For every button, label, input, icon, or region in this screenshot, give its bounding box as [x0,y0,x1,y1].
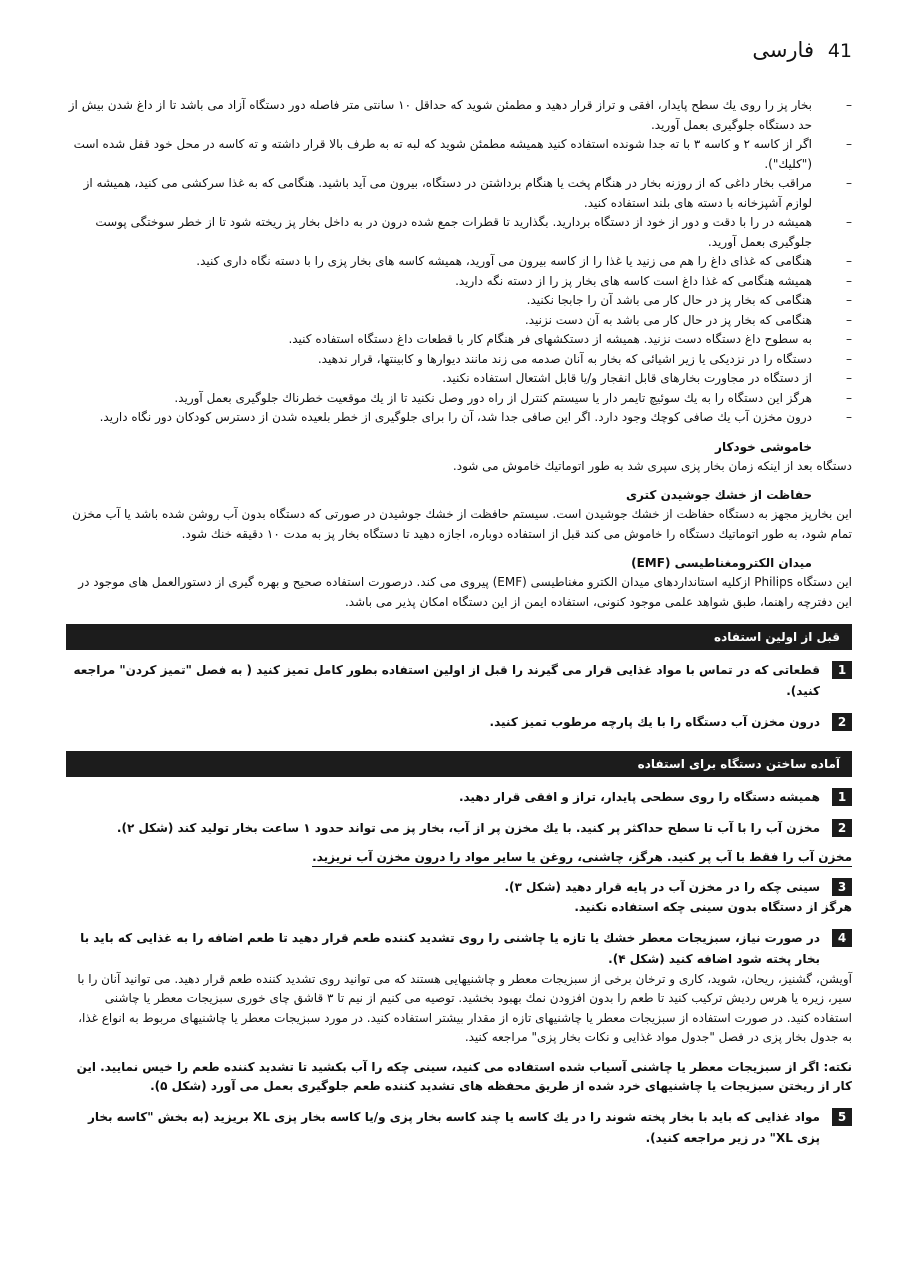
step-item: 1 همیشه دستگاه را روی سطحی پایدار، تراز و افقی قرار دهید. [66,787,852,808]
step-item: 5 مواد غذایی که باید با بخار پخته شوند را در یك کاسه یا چند کاسه بخار پزی و/یا کاسه بخار پزی XL بریزید (به بخش "کاسه بخار پزی XL" در زیر مراجعه کنید). [66,1107,852,1149]
boil-dry-body: این بخارپز مجهز به دستگاه حفاظت از خشك جوشیدن است. سیستم حافظت از خشك جوشیدن در صورتی که دستگاه بدون آب روشن شده باشد یا آب مخزن تمام شود، به طور اتوماتیك دستگاه را خاموش می کند قبل از استفاده دوباره، اجازه دهید تا دستگاه بخار پز به مدت ۱۰ دقیقه خنك شود. [72,507,852,541]
list-item: – مراقب بخار داغی که از روزنه بخار در هنگام پخت یا هنگام برداشتن در دستگاه، بیرون می آید باشید. هنگامی که به غذا سرکشی می کنید، همیشه از لوازم آشپزخانه با دسته های بلند استفاده کنید. [83,176,852,210]
step-item: 1 قطعاتی که در تماس با مواد غذایی قرار می گیرند را قبل از اولین استفاده بطور کامل تمیز کنید ( به فصل "تمیز کردن" مراجعه کنید). [66,660,852,702]
list-item: – همیشه هنگامی که غذا داغ است کاسه های بخار پز را از دسته نگه دارید. [455,273,852,288]
page-number: 41 [827,40,852,62]
step-number: 4 [832,929,852,947]
preparing-heading: آماده ساختن دستگاه برای استفاده [66,751,852,777]
step-item: 2 درون مخزن آب دستگاه را با یك پارچه مرطوب تمیز کنید. [66,712,852,733]
list-item: – هنگامی که بخار پز در حال کار می باشد به آن دست نزنید. [524,312,852,327]
page-header [0,40,902,70]
step-item: 4 در صورت نیاز، سبزیجات معطر خشك یا تازه یا چاشنی را روی تشدید کننده طعم قرار دهید تا طعم اضافه را به غذایی که باید با بخار پخته شود اضافه کنید (شکل ۴). [66,928,852,970]
safety-list [66,96,852,428]
step-number: 3 [832,878,852,896]
list-item: – بخار پز را روی یك سطح پایدار، افقی و تراز قرار دهید و مطمئن شوید که حداقل ۱۰ سانتی متر فاصله دور دستگاه آزاد می باشد تا از داغ شدن بیش از حد دستگاه جلوگیری بعمل آورید. [68,98,852,132]
step-number: 1 [832,661,852,679]
emf-title: میدان الکترومغناطیسی (EMF) [631,556,812,570]
list-item: – به سطوح داغ دستگاه دست نزنید. همیشه از دستکشهای فر هنگام کار با قطعات داغ دستگاه استفاده کنید. [288,332,852,346]
step-item: 2 مخزن آب را با آب تا سطح حداکثر پر کنید. با یك مخزن پر از آب، بخار پز می تواند حدود ۱ ساعت بخار تولید کند (شکل ۲). [66,818,852,839]
herbs-paragraph: آویشن، گشنیز، ریحان، شوید، کاری و ترخان برخی از سبزیجات معطر و چاشنیهایی هستند که می توانید روی تشدید کننده طعم قرار دهید. می توانید آنان را با سیر، زیره یا هرس ردیش ترکیب کنید تا طعم را بدون افزودن نمك بهبود بخشید. توصیه می کنیم از نیم تا ۳ قاشق چای خوری سبزیجات معطر یا چاشنی استفاده کنید. در صورت استفاده از سبزیجات معطر یا چاشنیهای تازه از مقدار بیشتر استفاده کنید. در مورد سبزیجات معطر یا چاشنیهای مربوط به انواع غذا، به جدول بخار پزی در فصل "جدول مواد غذایی و نکات بخار پزی" مراجعه کنید. [77,971,852,1044]
tip-note: نکته: اگر از سبزیجات معطر یا چاشنی آسیاب شده استفاده می کنید، سینی چکه را آب بکشید تا تشدید کننده طعم را خیس نمایید. این کار از ریختن سبزیجات یا چاشنیهای خرد شده از طریق محفظه های تشدید کننده طعم جلوگیری بعمل می آورد (شکل ۵). [76,1059,852,1093]
step-number: 1 [832,788,852,806]
list-item: – هرگز این دستگاه را به یك سوئیچ تایمر دار یا سیستم کنترل از راه دور وصل نکنید تا از یك موقعیت خطرناك جلوگیری بعمل آورید. [174,390,852,405]
list-item: – از دستگاه در مجاورت بخارهای قابل انفجار و/یا قابل اشتعال استفاده نکنید. [442,371,852,385]
auto-off-body: دستگاه بعد از اینکه زمان بخار پزی سپری شد به طور اتوماتیك خاموش می شود. [452,458,852,473]
step-number: 5 [832,1108,852,1126]
list-item: – هنگامی که بخار پز در حال کار می باشد آن را جابجا نکنید. [526,293,852,307]
list-item: – اگر از کاسه ۲ و کاسه ۳ با ته جدا شونده استفاده کنید همیشه مطمئن شوید که لبه ته به طرف بالا قرار داشته و ته کاسه در محل خود قفل شده است ("کلیك"). [73,137,852,171]
step-item: 3 سینی چکه را در مخزن آب در پایه قرار دهید (شکل ۳). [66,877,852,898]
step-number: 2 [832,713,852,731]
step-number: 2 [832,819,852,837]
before-first-use-heading: قبل از اولین استفاده [66,624,852,650]
boil-dry-title: حفاظت از خشك جوشیدن کتری [626,488,812,502]
auto-off-title: خاموشی خودکار [715,439,812,454]
list-item: – هنگامی که غذای داغ را هم می زنید یا غذا را از کاسه بیرون می آورید، همیشه کاسه های بخار پزی را با دسته نگاه داری کنید. [196,254,852,268]
list-item: – درون مخزن آب یك صافی کوچك وجود دارد. اگر این صافی جدا شد، آن را برای جلوگیری از خطر بلعیده شدن از دسترس کودکان دور نگاه دارید. [99,410,852,424]
list-item: – همیشه در را با دقت و دور از خود از دستگاه بردارید. بگذارید تا قطرات جمع شده درون در به داخل بخار پز ریخته شود تا از خطر سوختگی پوست جلوگیری بعمل آورید. [95,215,852,249]
warning-text: مخزن آب را فقط با آب پر کنید. هرگز، چاشنی، روغن یا سایر مواد را درون مخزن آب نریزید. [66,847,852,867]
step-note: هرگز از دستگاه بدون سینی چکه استفاده نکنید. [574,900,852,914]
language-title: فارسی [752,38,814,62]
emf-body: این دستگاه Philips ازکلیه استانداردهای میدان الکترو مغناطیسی (EMF) پیروی می کند. درصورت استفاده صحیح و بهره گیری از دستورالعمل های موجود در این دفترچه راهنما، طبق شواهد علمی موجود کنونی، استفاده ایمن از این دستگاه امکان پذیر می باشد. [78,575,852,609]
list-item: – دستگاه را در نزدیکی یا زیر اشیائی که بخار به آنان صدمه می زند مانند دیوارها و کابینتها، قرار ندهید. [317,351,852,366]
page-content [66,96,852,1149]
